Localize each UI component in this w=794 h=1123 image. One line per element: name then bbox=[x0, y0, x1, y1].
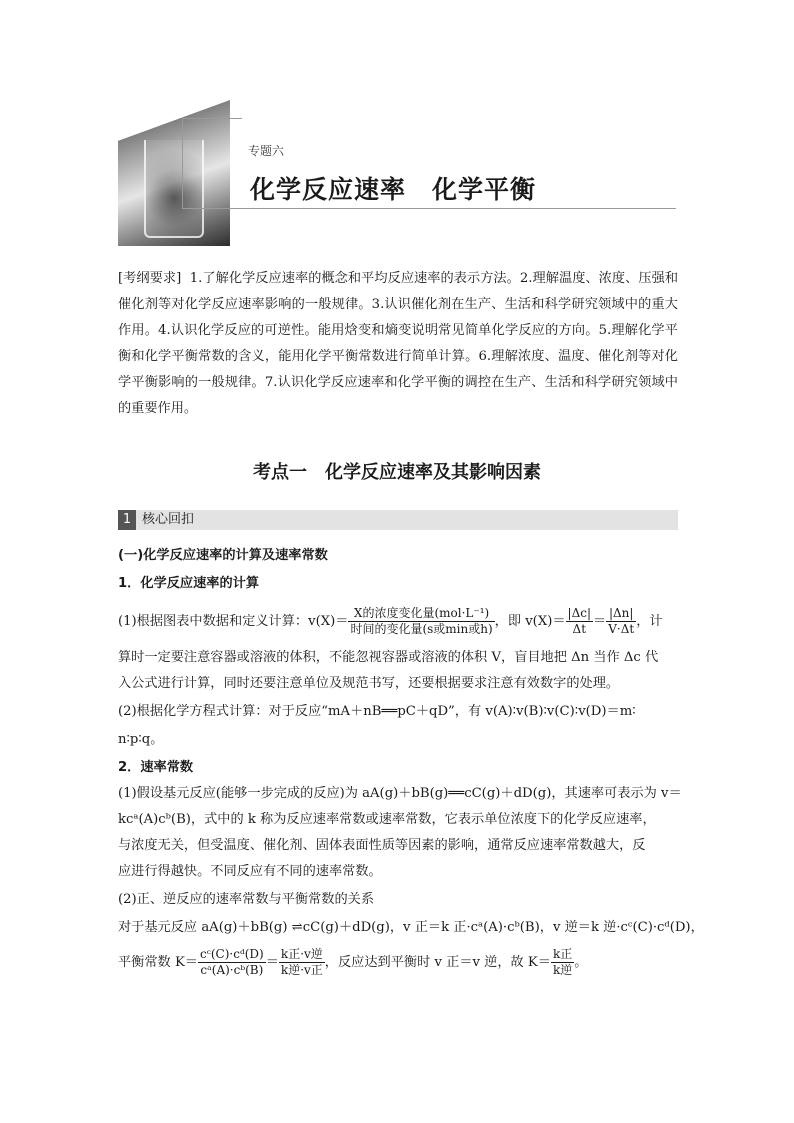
text: ＝ bbox=[593, 614, 607, 629]
formula-line-1 bbox=[118, 606, 663, 637]
text-line: 入公式进行计算，同时还要注意单位及规范书写，还要根据要求注意有效数字的处理。 bbox=[118, 676, 620, 691]
syllabus-text: 1.了解化学反应速率的概念和平均反应速率的表示方法。2.理解温度、浓度、压强和催化剂等对化学反应速率影响的一般规律。3.认识催化剂在生产、生活和科学研究领域中的重大作用。4.认识化学反应的可逆性。能用焓变和熵变说明常见简单化学反应的方向。5.理解化学平衡和化学平衡常数的含义，能用化学平衡常数进行简单计算。6.理解浓度、温度、催化剂等对化学平衡影响的一般规律。7.认识化学反应速率和化学平衡的调控在生产、生活和科学研究领域中的重要作用。 bbox=[118, 271, 679, 416]
text: v(X)＝ bbox=[308, 614, 349, 629]
syllabus-label: [考纲要求] bbox=[118, 271, 182, 286]
fraction-denominator: V·Δt bbox=[608, 622, 635, 636]
text-line: kcᵃ(A)cᵇ(B)，式中的 k 称为反应速率常数或速率常数，它表示单位浓度下的化学反应速率， bbox=[118, 812, 656, 827]
text-line: (2)正、逆反应的速率常数与平衡常数的关系 bbox=[118, 892, 375, 907]
text: 平衡常数 K＝ bbox=[118, 955, 198, 970]
formula-line-k bbox=[118, 946, 587, 980]
fraction-dc-dt bbox=[566, 606, 593, 637]
text-line: 算时一定要注意容器或溶液的体积，不能忽视容器或溶液的体积 V，盲目地把 Δn 当作 Δc 代 bbox=[118, 650, 659, 665]
text: 。 bbox=[574, 955, 588, 970]
text-line: 对于基元反应 aA(g)＋bB(g) ⇌cC(g)＋dD(g)，v 正＝k 正·cᵃ(A)·cᵇ(B)，v 逆＝k 逆·cᶜ(C)·cᵈ(D)， bbox=[118, 920, 704, 935]
text: (1)根据图表中数据和定义计算： bbox=[118, 614, 309, 629]
chapter-title: 化学反应速率 化学平衡 bbox=[250, 175, 537, 204]
text: ＝ bbox=[265, 955, 279, 970]
fraction-dn-vdt bbox=[606, 606, 636, 637]
core-review-bar bbox=[118, 510, 678, 530]
subheading-rate-constant: 2．速率常数 bbox=[118, 760, 194, 775]
fraction-denominator: cᵃ(A)·cᵇ(B) bbox=[200, 963, 264, 977]
fraction-numerator: |Δc| bbox=[567, 606, 592, 620]
text-line: 与浓度无关，但受温度、催化剂、固体表面性质等因素的影响，通常反应速率常数越大，反 bbox=[118, 838, 646, 853]
fraction-denominator: k逆·v正 bbox=[280, 963, 323, 977]
text-line: 应进行得越快。不同反应有不同的速率常数。 bbox=[118, 864, 382, 879]
section-title: 考点一 化学反应速率及其影响因素 bbox=[253, 462, 541, 483]
fraction-numerator: |Δn| bbox=[606, 606, 636, 622]
text-line: (2)根据化学方程式计算：对于反应“mA＋nB══pC＋qD”，有 v(A)∶v(B)∶v(C)∶v(D)＝m∶ bbox=[118, 704, 636, 719]
fraction-numerator: k正 bbox=[552, 947, 573, 961]
text: ，反应达到平衡时 v 正＝v 逆，故 K＝ bbox=[324, 955, 551, 970]
fraction-numerator: cᶜ(C)·cᵈ(D) bbox=[199, 947, 264, 961]
fraction-rate-definition bbox=[348, 606, 494, 637]
fraction-denominator: 时间的变化量(s或min或h) bbox=[350, 622, 493, 636]
fraction-denominator: Δt bbox=[572, 622, 587, 636]
fraction-denominator: k逆 bbox=[552, 963, 573, 977]
header-divider bbox=[182, 118, 242, 119]
fraction-numerator: k正·v逆 bbox=[280, 947, 323, 961]
fraction-k-ratio bbox=[551, 947, 574, 978]
subheading-rate-calc: 1．化学反应速率的计算 bbox=[118, 576, 260, 591]
fraction-equilibrium bbox=[198, 947, 266, 978]
part-heading: (一)化学反应速率的计算及速率常数 bbox=[118, 548, 328, 563]
text-line: n∶p∶q。 bbox=[118, 732, 164, 747]
text-line: (1)假设基元反应(能够一步完成的反应)为 aA(g)＋bB(g)══cC(g)＋dD(g)，其速率可表示为 v＝ bbox=[118, 786, 682, 801]
syllabus-paragraph bbox=[118, 266, 678, 422]
core-label: 核心回扣 bbox=[142, 512, 195, 527]
core-number-badge: 1 bbox=[118, 510, 136, 530]
text: ，计 bbox=[636, 614, 663, 629]
text: ，即 v(X)＝ bbox=[494, 614, 566, 629]
chapter-label: 专题六 bbox=[248, 144, 285, 158]
fraction-numerator: X的浓度变化量(mol·L⁻¹) bbox=[348, 606, 494, 622]
fraction-k-v bbox=[279, 947, 325, 978]
